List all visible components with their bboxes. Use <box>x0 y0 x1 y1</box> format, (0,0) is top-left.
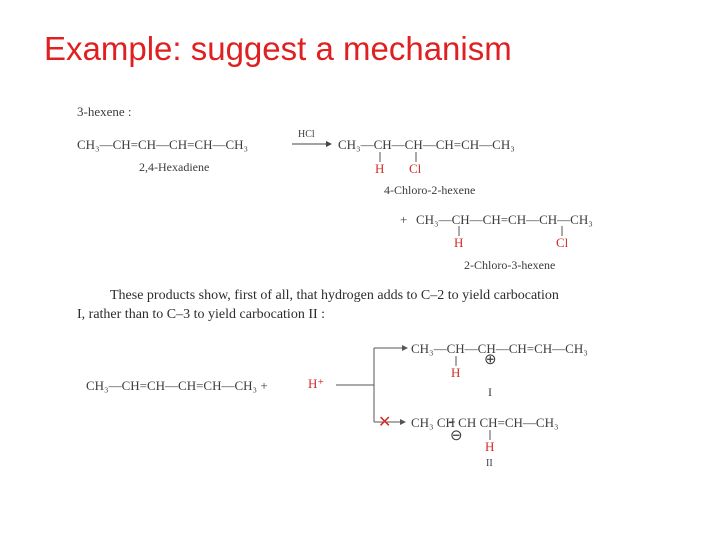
rxn2-upper-label: I <box>488 385 492 399</box>
rxn1-product1-cl: Cl <box>409 161 422 176</box>
rxn1-reagent: HCl <box>298 129 315 140</box>
rxn1-product2: CH₃—CH—CH=CH—CH—CH₃ <box>416 212 593 227</box>
rxn2-upper-charge: ⊕ <box>484 352 497 368</box>
rxn2-lower-h: H <box>485 439 495 454</box>
rxn2-proton: H⁺ <box>308 376 325 391</box>
slide-title: Example: suggest a mechanism <box>44 30 512 67</box>
arrow-head-lower <box>400 419 406 425</box>
rxn2-reactant: CH₃—CH=CH—CH=CH—CH₃ + <box>86 378 268 393</box>
rxn1-product2-cl: Cl <box>556 235 569 250</box>
rxn1-product2-name: 2-Chloro-3-hexene <box>464 258 556 272</box>
rxn2-lower-charge: ⊖ <box>450 428 463 444</box>
rxn2-lower-product: CH₃ CH CH CH=CH—CH₃ <box>411 415 559 430</box>
rxn1-reactant-name: 2,4-Hexadiene <box>139 160 210 174</box>
rxn1-header: 3-hexene : <box>77 104 132 119</box>
explanation-line1: These products show, first of all, that hydrogen adds to C–2 to yield carbocation <box>110 288 559 303</box>
rxn1-product1-h: H <box>375 161 385 176</box>
rxn2-lower-label: II <box>486 458 493 469</box>
arrow-head <box>326 141 332 147</box>
rxn2-upper-product: CH₃—CH—CH—CH=CH—CH₃ <box>411 341 588 356</box>
rxn1-reactant: CH₃—CH=CH—CH=CH—CH₃ <box>77 137 249 152</box>
rxn1-plus: + <box>400 212 408 227</box>
rxn1-product1: CH₃—CH—CH—CH=CH—CH₃ <box>338 137 515 152</box>
explanation-line2: I, rather than to C–3 to yield carbocation II : <box>77 307 326 322</box>
arrow-head-upper <box>402 345 408 351</box>
rxn2-lower-cross: ✕ <box>378 414 392 431</box>
rxn2-upper-h: H <box>451 365 461 380</box>
rxn1-product1-name: 4-Chloro-2-hexene <box>384 183 476 197</box>
rxn1-product2-h: H <box>454 235 464 250</box>
